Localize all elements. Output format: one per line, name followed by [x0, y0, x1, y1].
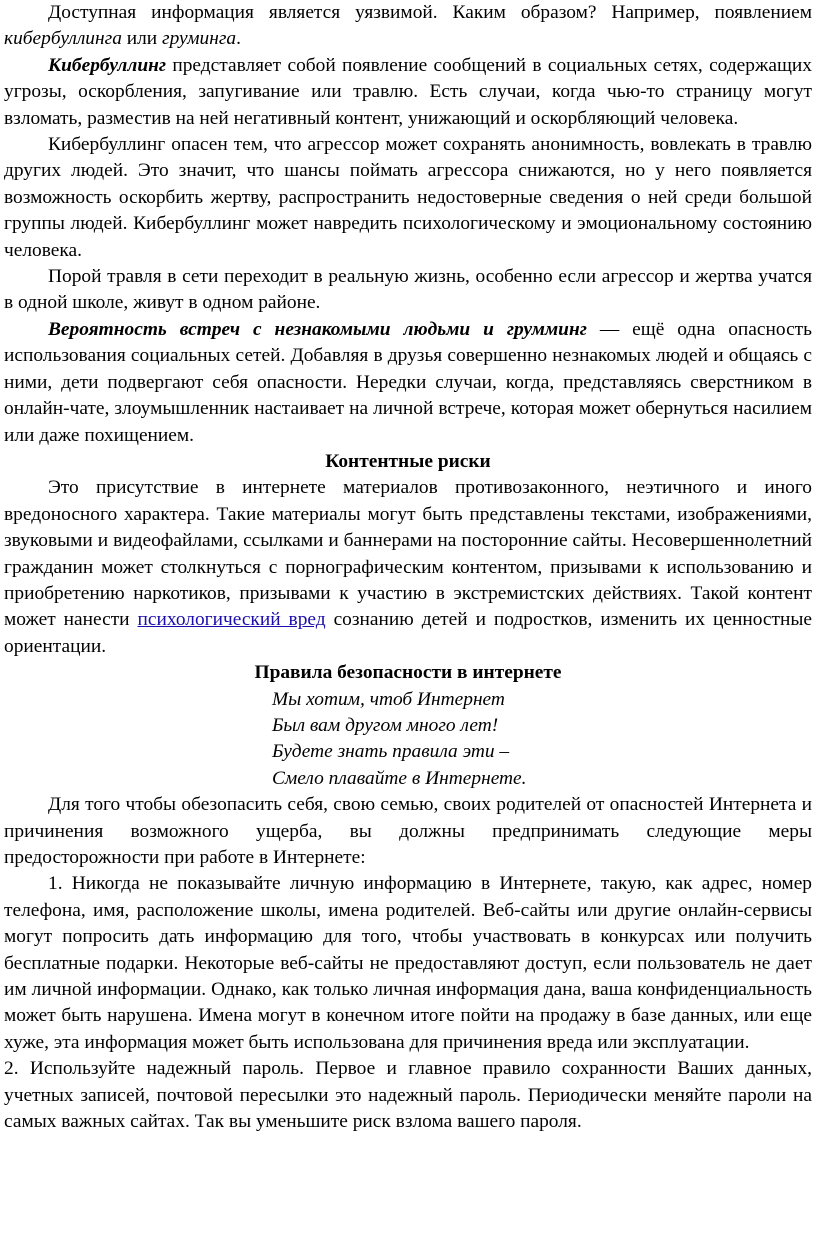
term-cyberbullying-bold: Кибербуллинг — [48, 54, 167, 76]
content-risks-text-end: сознанию детей и подростков, изменить их ценностные ориентации. — [4, 609, 813, 657]
paragraph-real-life: Порой травля в сети переходит в реальную жизнь, особенно если агрессор и жертва учатся в одной школе, живут в одном районе. — [4, 266, 812, 314]
psychological-harm-link[interactable]: психологический вред — [137, 609, 326, 631]
intro-text-end: . — [236, 28, 241, 50]
poem-line: Мы хотим, чтоб Интернет — [272, 688, 505, 710]
paragraph-rule-1: 1. Никогда не показывайте личную информацию в Интернете, такую, как адрес, номер телефона, имя, расположение школы, имена родителей. Веб-сайты или другие онлайн-сервисы могут попросить дать информацию для того, чтобы участвовать в конкурсах или получить бесплатные подарки. Некоторые веб-сайты не предоставляют доступ, если пользователь не дает им личной информации. Однако, как только личная информация дана, ваша конфиденциальность может быть нарушена. Имена могут в конечном итоге пойти на продажу в базе данных, или еще хуже, эта информация может быть использована для причинения вреда или эксплуатации. — [4, 873, 812, 1053]
term-grooming: груминга — [162, 28, 237, 50]
poem-line: Был вам другом много лет! — [272, 714, 499, 736]
paragraph-strangers-grooming — [4, 317, 812, 449]
poem-line: Смело плавайте в Интернете. — [272, 767, 527, 789]
content-risks-text: Это присутствие в интернете материалов противозаконного, неэтичного и иного вредоносного характера. Такие материалы могут быть представлены текстами, изображениями, звуковыми и видеофайлами, ссылками и баннерами на посторонние сайты. Несовершеннолетний гражданин может столкнуться с порнографическим контентом, призывами к использованию и приобретению наркотиков, призывами к участию в экстремистских действиях. Такой контент может нанести — [4, 477, 812, 631]
term-strangers-grooming: Вероятность встреч с незнакомыми людьми и грумминг — [48, 318, 587, 340]
intro-text: Доступная информация является уязвимой. Каким образом? Например, появлением — [48, 2, 812, 23]
poem — [4, 687, 812, 793]
paragraph-rule-2: 2. Используйте надежный пароль. Первое и главное правило сохранности Ваших данных, учетных записей, почтовой пересылки это надежный пароль. Периодически меняйте пароли на самых важных сайтах. Так вы уменьшите риск взлома вашего пароля. — [4, 1058, 812, 1133]
intro-text-connector: или — [121, 28, 163, 50]
paragraph-cyberbullying-danger: Кибербуллинг опасен тем, что агрессор может сохранять анонимность, вовлекать в травлю других людей. Это значит, что шансы поймать агрессора снижаются, но у него появляется возможность оскорбить жертву, распространить недостоверные сведения о ней среди большой группы людей. Кибербуллинг может навредить психологическому и эмоциональному состоянию человека. — [4, 134, 812, 261]
paragraph-precautions-intro: Для того чтобы обезопасить себя, свою семью, своих родителей от опасностей Интернета и причинения возможного ущерба, вы должны предпринимать следующие меры предосторожности при работе в Интернете: — [4, 794, 812, 868]
poem-line: Будете знать правила эти – — [272, 741, 510, 763]
paragraph-cyberbullying-definition — [4, 53, 812, 132]
paragraph-content-risks — [4, 475, 812, 660]
cyberbullying-definition-text: представляет собой появление сообщений в социальных сетях, содержащих угрозы, оскорбления, запугивание или травлю. Есть случаи, когда чью-то страницу могут взломать, разместив на ней негативный контент, унижающий и оскорбляющий человека. — [4, 54, 812, 129]
strangers-grooming-text: — ещё одна опасность использования социальных сетей. Добавляя в друзья совершенно незнакомых людей и общаясь с ними, дети подвергают себя опасности. Нередки случаи, когда, представляясь сверстником в онлайн-чате, злоумышленник настаивает на личной встрече, которая может обернуться насилием или даже похищением. — [4, 318, 812, 446]
term-cyberbullying: кибербуллинга — [4, 28, 122, 50]
paragraph-intro — [4, 0, 812, 53]
heading-content-risks: Контентные риски — [325, 450, 491, 472]
heading-safety-rules: Правила безопасности в интернете — [254, 662, 562, 684]
